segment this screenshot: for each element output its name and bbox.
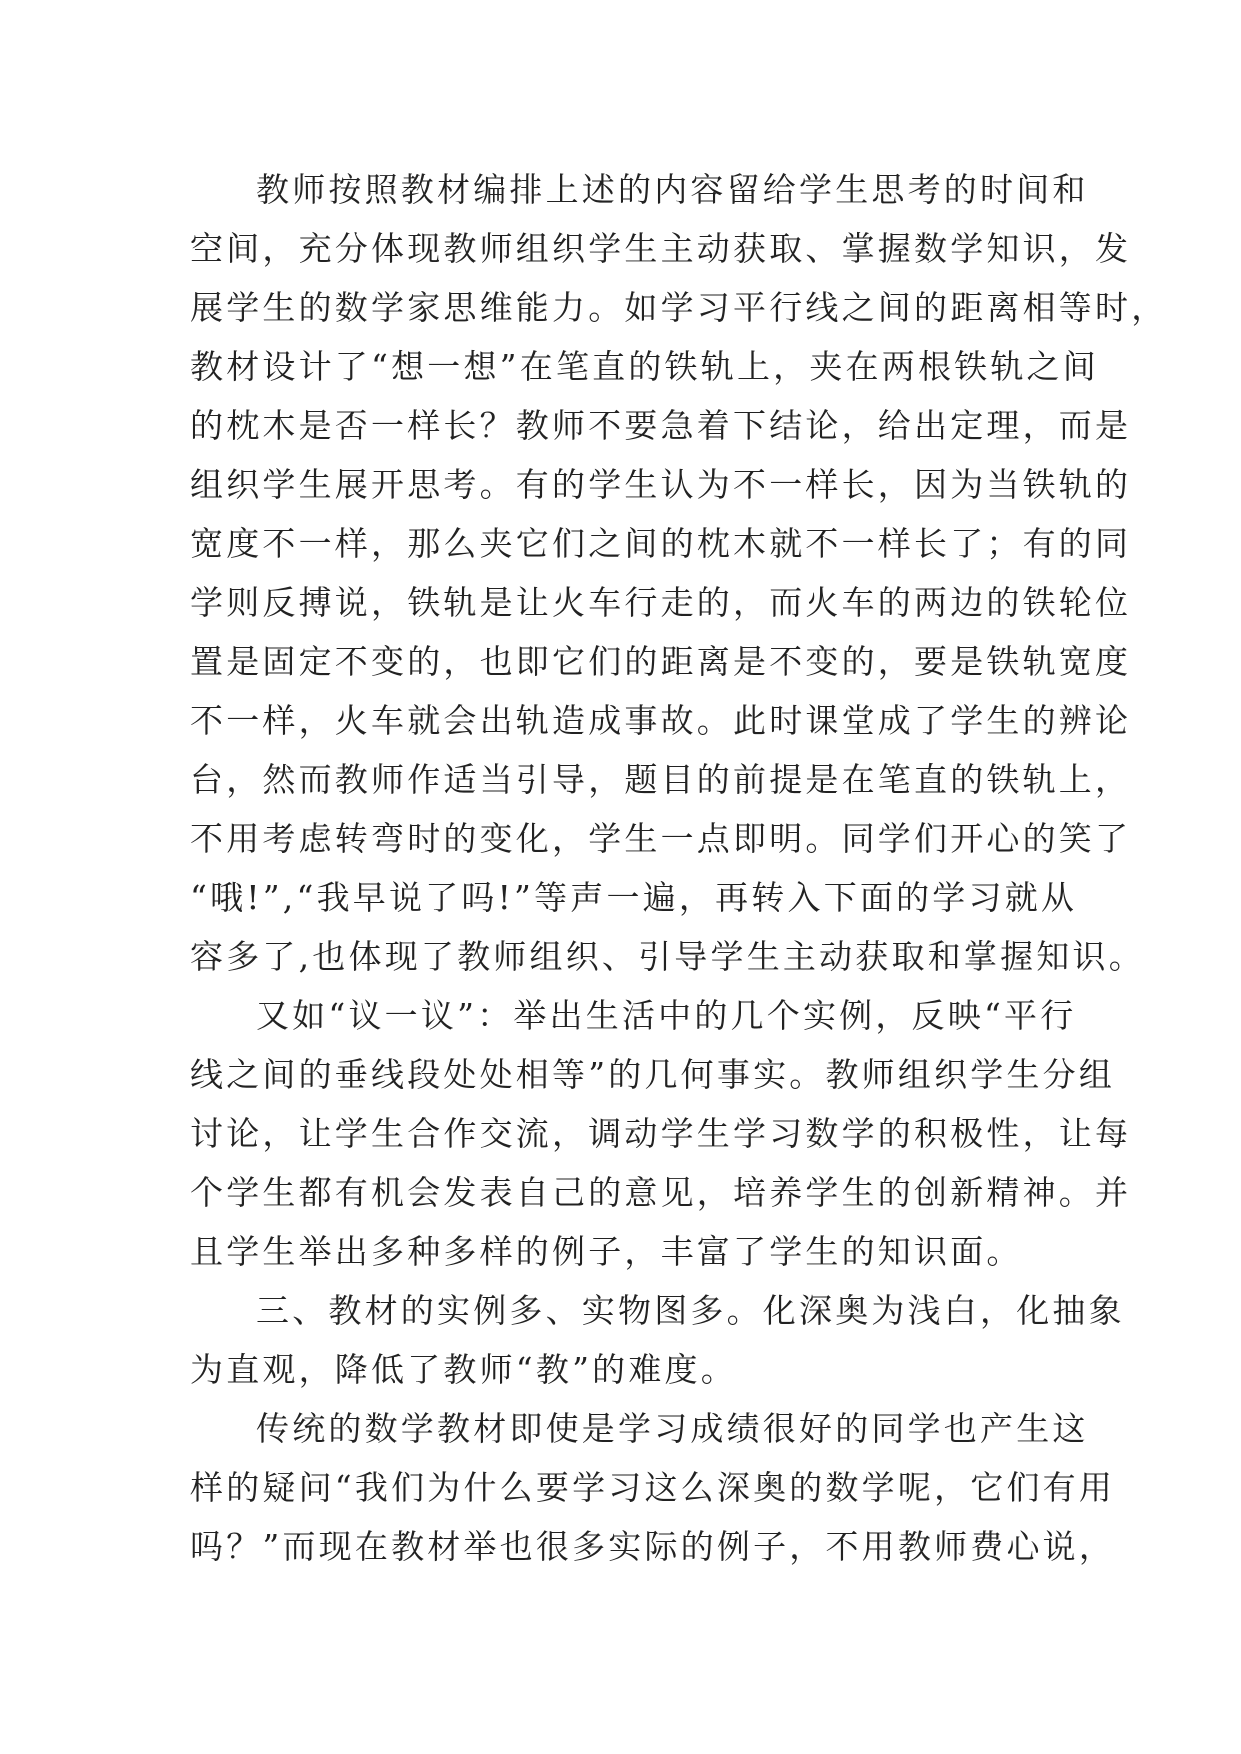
text-line: 传统的数学教材即使是学习成绩很好的同学也产生这: [256, 1409, 1089, 1448]
text-line: 组织学生展开思考。有的学生认为不一样长，因为当铁轨的: [190, 465, 1132, 504]
text-line: 个学生都有机会发表自己的意见，培养学生的创新精神。并: [190, 1173, 1132, 1212]
document-body: [190, 160, 1168, 1576]
text-line: 教材设计了“想一想”在笔直的铁轨上，夹在两根铁轨之间: [190, 347, 1099, 386]
text-line: 容多了,也体现了教师组织、引导学生主动获取和掌握知识。: [190, 937, 1145, 976]
text-line: 台，然而教师作适当引导，题目的前提是在笔直的铁轨上，: [190, 760, 1132, 799]
text-line: 教师按照教材编排上述的内容留给学生思考的时间和: [256, 170, 1089, 209]
text-line: 线之间的垂线段处处相等”的几何事实。教师组织学生分组: [190, 1055, 1116, 1094]
text-line: 置是固定不变的，也即它们的距离是不变的，要是铁轨宽度: [190, 642, 1132, 681]
text-line: 又如“议一议”：举出生活中的几个实例，反映“平行: [256, 996, 1077, 1035]
text-line: 为直观，降低了教师“教”的难度。: [190, 1350, 737, 1389]
text-line: 样的疑问“我们为什么要学习这么深奥的数学呢，它们有用: [190, 1468, 1116, 1507]
text-line: “哦!”,“我早说了吗!”等声一遍，再转入下面的学习就从: [190, 878, 1078, 917]
text-line: 学则反搏说，铁轨是让火车行走的，而火车的两边的铁轮位: [190, 583, 1132, 622]
text-line: 空间，充分体现教师组织学生主动获取、掌握数学知识，发: [190, 229, 1132, 268]
text-line: 三、教材的实例多、实物图多。化深奥为浅白，化抽象: [256, 1291, 1125, 1330]
text-line: 讨论，让学生合作交流，调动学生学习数学的积极性，让每: [190, 1114, 1132, 1153]
text-line: 且学生举出多种多样的例子，丰富了学生的知识面。: [190, 1232, 1023, 1271]
text-line: 宽度不一样，那么夹它们之间的枕木就不一样长了；有的同: [190, 524, 1132, 563]
text-line: 不用考虑转弯时的变化，学生一点即明。同学们开心的笑了: [190, 819, 1132, 858]
text-line: 不一样，火车就会出轨造成事故。此时课堂成了学生的辨论: [190, 701, 1132, 740]
text-line: 的枕木是否一样长？教师不要急着下结论，给出定理，而是: [190, 406, 1132, 445]
text-line: 吗？”而现在教材举也很多实际的例子，不用教师费心说，: [190, 1527, 1116, 1566]
text-line: 展学生的数学家思维能力。如学习平行线之间的距离相等时，: [190, 288, 1168, 327]
